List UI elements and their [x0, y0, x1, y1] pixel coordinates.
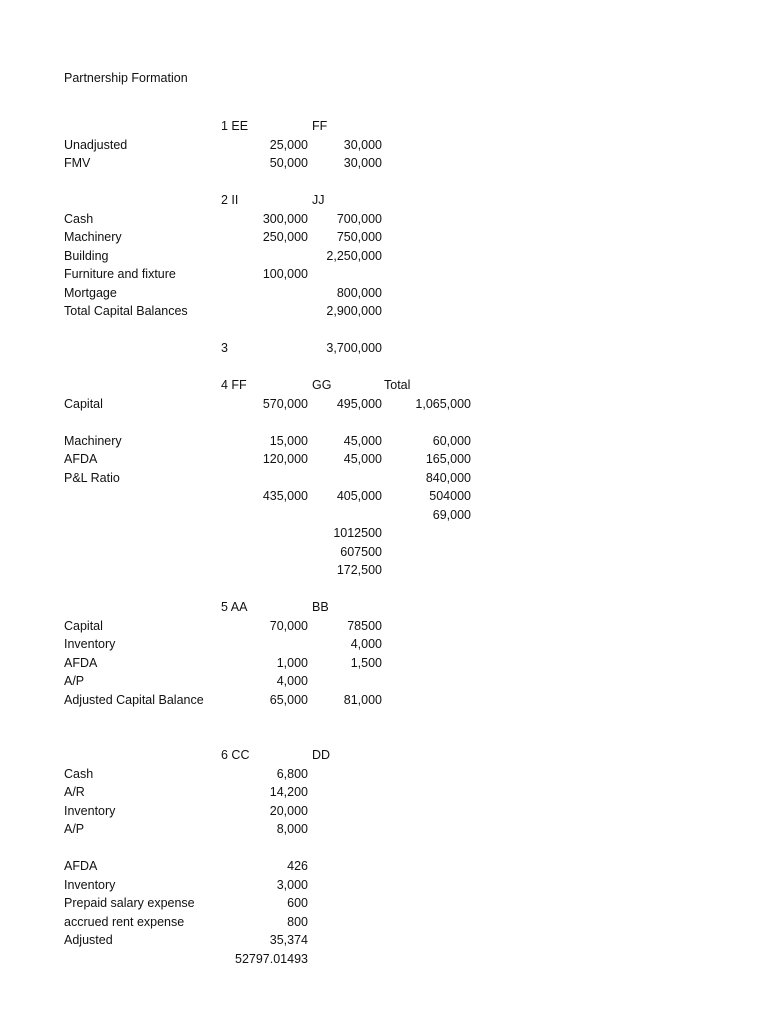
value-col-b: 405,000: [336, 489, 382, 503]
value-col-b: 1,500: [350, 655, 382, 670]
value-col-total: Total: [384, 378, 411, 392]
value-col-total: 840,000: [425, 470, 471, 485]
row-label: P&L Ratio: [64, 470, 120, 485]
value-col-a: 14,200: [269, 785, 308, 799]
value-col-a: 120,000: [262, 452, 308, 466]
row-label: Building: [64, 248, 109, 263]
value-col-b: 45,000: [343, 452, 382, 466]
value-col-a: 426: [287, 859, 308, 873]
value-col-total: 69,000: [432, 507, 471, 522]
value-col-a: 4,000: [276, 674, 308, 688]
value-col-a: 600: [287, 896, 308, 910]
row-label: Cash: [64, 766, 94, 781]
value-col-a: 300,000: [262, 211, 308, 226]
section-marker: 6 CC: [221, 748, 250, 762]
value-col-b: 700,000: [336, 211, 382, 226]
value-col-a: 100,000: [262, 267, 308, 281]
value-col-a: 35,374: [269, 933, 308, 947]
value-col-total: 504000: [429, 489, 471, 503]
value-col-a: 250,000: [262, 230, 308, 244]
row-label: FMV: [64, 156, 91, 170]
value-col-b: 172,500: [336, 563, 382, 577]
value-col-a: 25,000: [269, 137, 308, 152]
row-label: Furniture and fixture: [64, 267, 176, 281]
row-label: Cash: [64, 211, 94, 226]
value-col-b: JJ: [312, 193, 325, 207]
section-marker: 1 EE: [221, 119, 249, 133]
value-col-a: 570,000: [262, 396, 308, 411]
row-label: Inventory: [64, 803, 116, 818]
value-col-b: 81,000: [343, 692, 382, 707]
row-label: Machinery: [64, 230, 122, 244]
value-col-b: 45,000: [343, 433, 382, 448]
row-label: AFDA: [64, 655, 98, 670]
value-col-a: 1,000: [276, 655, 308, 670]
value-col-b: 1012500: [333, 526, 382, 540]
value-col-a: 435,000: [262, 489, 308, 503]
value-col-a: 20,000: [269, 803, 308, 818]
value-col-a: 3,000: [276, 877, 308, 892]
value-col-b: 607500: [340, 544, 382, 559]
section-marker: 2 II: [221, 193, 239, 207]
row-label: A/R: [64, 785, 85, 799]
value-col-total: 1,065,000: [415, 396, 471, 411]
row-label: Total Capital Balances: [64, 304, 188, 318]
value-col-b: 78500: [347, 618, 382, 633]
section-marker: 5 AA: [221, 600, 248, 614]
value-col-a: 800: [287, 914, 308, 929]
value-col-b: 2,900,000: [326, 304, 382, 318]
value-col-a: 65,000: [269, 692, 308, 707]
value-col-total: 165,000: [425, 452, 471, 466]
value-col-a: 52797.01493: [235, 951, 308, 966]
row-label: Inventory: [64, 637, 116, 651]
value-col-b: BB: [312, 600, 329, 614]
row-label: A/P: [64, 822, 85, 836]
section-marker: 4 FF: [221, 378, 247, 392]
value-col-a: 50,000: [269, 156, 308, 170]
value-col-a: 8,000: [276, 822, 308, 836]
row-label: Prepaid salary expense: [64, 896, 195, 910]
value-col-b: 30,000: [343, 156, 382, 170]
value-col-b: 495,000: [336, 396, 382, 411]
value-col-a: 6,800: [276, 766, 308, 781]
row-label: accrued rent expense: [64, 914, 185, 929]
row-label: Mortgage: [64, 285, 117, 300]
value-col-b: 2,250,000: [326, 248, 382, 263]
row-label: AFDA: [64, 859, 98, 873]
row-label: Unadjusted: [64, 137, 128, 152]
section-marker: 3: [221, 341, 228, 355]
row-label: AFDA: [64, 452, 98, 466]
row-label: A/P: [64, 674, 85, 688]
row-label: Inventory: [64, 877, 116, 892]
row-label: Machinery: [64, 433, 122, 448]
value-col-b: GG: [312, 378, 332, 392]
value-col-b: 3,700,000: [326, 341, 382, 355]
value-col-b: 750,000: [336, 230, 382, 244]
row-label: Capital: [64, 618, 103, 633]
row-label: Capital: [64, 396, 103, 411]
value-col-b: FF: [312, 119, 328, 133]
value-col-b: 4,000: [350, 637, 382, 651]
value-col-a: 15,000: [269, 433, 308, 448]
row-label: Adjusted: [64, 933, 113, 947]
value-col-b: 800,000: [336, 285, 382, 300]
value-col-b: 30,000: [343, 137, 382, 152]
value-col-b: DD: [312, 748, 331, 762]
value-col-a: 70,000: [269, 618, 308, 633]
value-col-total: 60,000: [432, 433, 471, 448]
page-title: Partnership Formation: [64, 71, 188, 85]
row-label: Adjusted Capital Balance: [64, 692, 204, 707]
